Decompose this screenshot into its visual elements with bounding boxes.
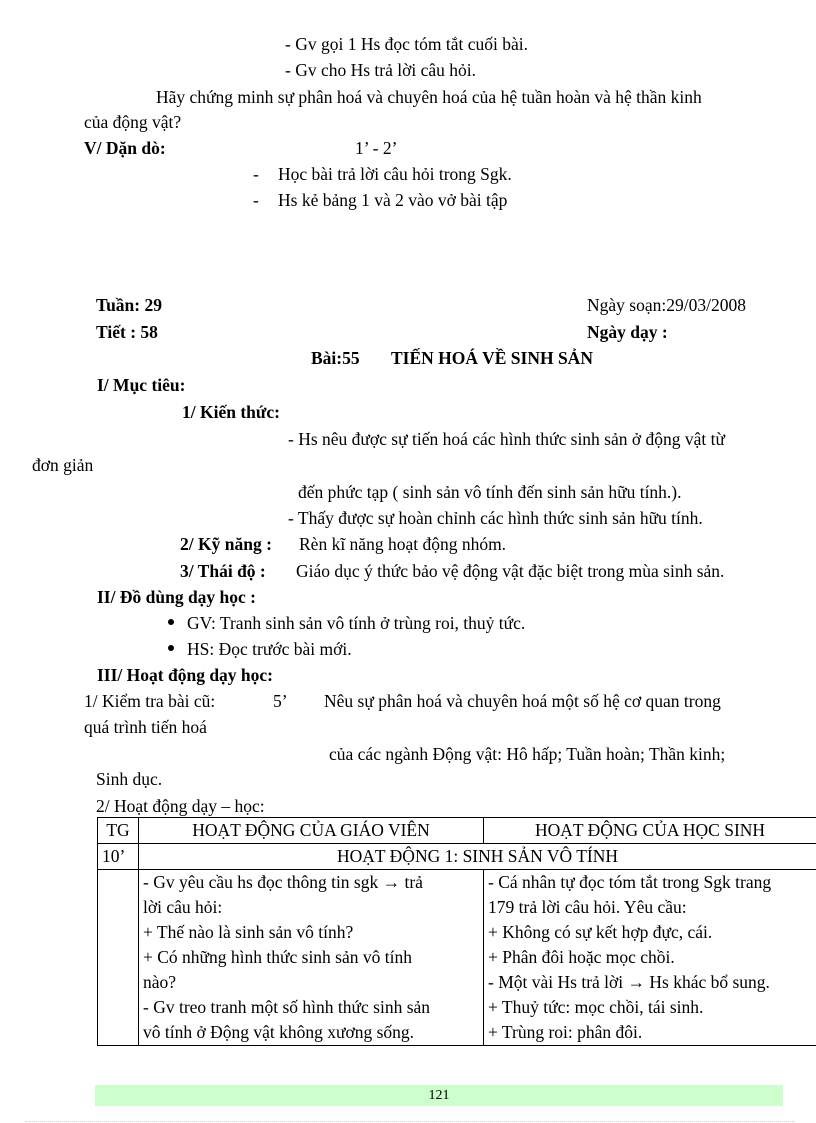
activity-time: 10’ bbox=[98, 844, 139, 870]
footer-divider bbox=[25, 1121, 795, 1122]
teacher-line: vô tính ở Động vật không xương sống. bbox=[143, 1022, 415, 1042]
teach-date: Ngày dạy : bbox=[587, 322, 668, 342]
knowledge-label: 1/ Kiến thức: bbox=[182, 402, 280, 422]
teacher-line: lời câu hỏi: bbox=[143, 897, 223, 917]
student-activity-cell bbox=[484, 870, 816, 1046]
student-line: - Một vài Hs trả lời → Hs khác bổ sung. bbox=[488, 972, 770, 992]
objectives-heading: I/ Mục tiêu: bbox=[97, 375, 186, 395]
old-lesson-question-1: Nêu sự phân hoá và chuyên hoá một số hệ cơ quan trong bbox=[324, 691, 721, 711]
table-row bbox=[98, 870, 816, 1046]
assignment-item-1: Học bài trả lời câu hỏi trong Sgk. bbox=[278, 164, 512, 184]
week-label: Tuần: 29 bbox=[96, 295, 162, 315]
empty-time-cell bbox=[98, 870, 139, 1046]
header-teacher: HOẠT ĐỘNG CỦA GIÁO VIÊN bbox=[139, 818, 484, 844]
student-line: + Trùng roi: phân đôi. bbox=[488, 1022, 643, 1042]
materials-item-student: HS: Đọc trước bài mới. bbox=[187, 639, 352, 659]
attitude-label: 3/ Thái độ : bbox=[180, 561, 266, 581]
attitude-text: Giáo dục ý thức bảo vệ động vật đặc biệt trong mùa sinh sản. bbox=[296, 561, 725, 581]
teacher-line: nào? bbox=[143, 972, 177, 992]
assignment-dash-2: - bbox=[253, 190, 259, 210]
header-student: HOẠT ĐỘNG CỦA HỌC SINH bbox=[484, 818, 816, 844]
materials-heading: II/ Đồ dùng dạy học : bbox=[97, 587, 257, 607]
lesson-title: TIẾN HOÁ VỀ SINH SẢN bbox=[391, 348, 593, 368]
table-header-row bbox=[98, 818, 816, 844]
table-row bbox=[98, 844, 816, 870]
skill-label: 2/ Kỹ năng : bbox=[180, 534, 272, 554]
student-line: + Không có sự kết hợp đực, cái. bbox=[488, 922, 713, 942]
old-lesson-question-3: của các ngành Động vật: Hô hấp; Tuần hoàn; Thần kinh; bbox=[329, 744, 726, 764]
activities-heading: III/ Hoạt động dạy học: bbox=[97, 665, 274, 685]
knowledge-item-1a: - Hs nêu được sự tiến hoá các hình thức sinh sản ở động vật từ bbox=[288, 429, 725, 449]
intro-line-1: - Gv gọi 1 Hs đọc tóm tắt cuối bài. bbox=[285, 34, 529, 54]
teacher-line: + Thế nào là sinh sản vô tính? bbox=[143, 922, 354, 942]
page-number: 121 bbox=[95, 1085, 783, 1106]
intro-line-2: - Gv cho Hs trả lời câu hỏi. bbox=[285, 60, 477, 80]
knowledge-item-2: - Thấy được sự hoàn chỉnh các hình thức sinh sản hữu tính. bbox=[288, 508, 703, 528]
old-lesson-check-label: 1/ Kiểm tra bài cũ: bbox=[84, 691, 216, 711]
teacher-activity-cell bbox=[139, 870, 484, 1046]
teaching-activities-label: 2/ Hoạt động dạy – học: bbox=[96, 796, 265, 816]
skill-text: Rèn kĩ năng hoạt động nhóm. bbox=[299, 534, 507, 554]
bullet-icon bbox=[168, 645, 174, 651]
prep-date: Ngày soạn:29/03/2008 bbox=[587, 295, 746, 315]
review-question-line-1: Hãy chứng minh sự phân hoá và chuyên hoá của hệ tuần hoàn và hệ thần kinh bbox=[156, 87, 702, 107]
old-lesson-question-2: quá trình tiến hoá bbox=[84, 717, 207, 737]
assignment-heading: V/ Dặn dò: bbox=[84, 138, 166, 158]
knowledge-item-1c: đến phức tạp ( sinh sản vô tính đến sinh sản hữu tính.). bbox=[298, 482, 682, 502]
header-tg: TG bbox=[98, 818, 139, 844]
assignment-time: 1’ - 2’ bbox=[355, 138, 398, 158]
assignment-dash-1: - bbox=[253, 164, 259, 184]
assignment-item-2: Hs kẻ bảng 1 và 2 vào vở bài tập bbox=[278, 190, 508, 210]
materials-item-teacher: GV: Tranh sinh sản vô tính ở trùng roi, thuỷ tức. bbox=[187, 613, 526, 633]
bullet-icon bbox=[168, 619, 174, 625]
student-line: - Cá nhân tự đọc tóm tắt trong Sgk trang bbox=[488, 872, 772, 892]
activity-table bbox=[97, 817, 816, 1046]
old-lesson-check-time: 5’ bbox=[273, 691, 288, 711]
lesson-number: Bài:55 bbox=[311, 348, 360, 368]
teacher-line: - Gv treo tranh một số hình thức sinh sản bbox=[143, 997, 431, 1017]
activity-title: HOẠT ĐỘNG 1: SINH SẢN VÔ TÍNH bbox=[139, 844, 816, 870]
knowledge-item-1b: đơn giản bbox=[32, 455, 94, 475]
old-lesson-question-4: Sinh dục. bbox=[96, 769, 163, 789]
student-line: 179 trả lời câu hỏi. Yêu cầu: bbox=[488, 897, 687, 917]
student-line: + Phân đôi hoặc mọc chồi. bbox=[488, 947, 675, 967]
teacher-line: + Có những hình thức sinh sản vô tính bbox=[143, 947, 412, 967]
period-label: Tiết : 58 bbox=[96, 322, 158, 342]
student-line: + Thuỷ tức: mọc chồi, tái sinh. bbox=[488, 997, 704, 1017]
review-question-line-2: của động vật? bbox=[84, 112, 182, 132]
teacher-line: - Gv yêu cầu hs đọc thông tin sgk → trả bbox=[143, 872, 423, 892]
